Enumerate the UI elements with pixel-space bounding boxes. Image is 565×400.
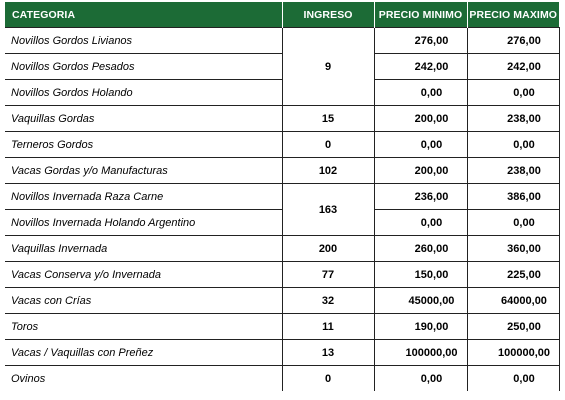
cell-precio-maximo: 238,00 <box>467 158 559 184</box>
cell-precio-maximo: 0,00 <box>467 80 559 106</box>
cell-precio-minimo: 200,00 <box>374 106 467 132</box>
cell-categoria: Vacas Conserva y/o Invernada <box>5 262 282 288</box>
cell-categoria: Novillos Gordos Holando <box>5 80 282 106</box>
cell-precio-maximo: 250,00 <box>467 314 559 340</box>
livestock-price-table-container <box>5 2 559 391</box>
cell-categoria: Ovinos <box>5 366 282 392</box>
cell-precio-minimo: 260,00 <box>374 236 467 262</box>
cell-ingreso: 163 <box>282 184 374 236</box>
cell-ingreso: 77 <box>282 262 374 288</box>
cell-precio-maximo: 0,00 <box>467 210 559 236</box>
header-ingreso: INGRESO <box>282 2 374 28</box>
cell-ingreso: 102 <box>282 158 374 184</box>
cell-categoria: Novillos Gordos Livianos <box>5 28 282 54</box>
header-precio-minimo: PRECIO MINIMO <box>374 2 467 28</box>
table-row <box>5 236 559 262</box>
table-row <box>5 158 559 184</box>
cell-precio-minimo: 0,00 <box>374 210 467 236</box>
cell-categoria: Novillos Invernada Raza Carne <box>5 184 282 210</box>
cell-ingreso: 15 <box>282 106 374 132</box>
cell-ingreso: 0 <box>282 132 374 158</box>
cell-ingreso: 200 <box>282 236 374 262</box>
cell-precio-minimo: 242,00 <box>374 54 467 80</box>
header-precio-maximo: PRECIO MAXIMO <box>467 2 559 28</box>
cell-precio-minimo: 100000,00 <box>374 340 467 366</box>
cell-categoria: Novillos Gordos Pesados <box>5 54 282 80</box>
table-row <box>5 366 559 392</box>
cell-categoria: Toros <box>5 314 282 340</box>
cell-precio-maximo: 386,00 <box>467 184 559 210</box>
cell-categoria: Vaquillas Invernada <box>5 236 282 262</box>
cell-precio-maximo: 238,00 <box>467 106 559 132</box>
cell-categoria: Novillos Invernada Holando Argentino <box>5 210 282 236</box>
cell-ingreso: 32 <box>282 288 374 314</box>
cell-precio-minimo: 0,00 <box>374 366 467 392</box>
livestock-price-table <box>5 2 560 391</box>
cell-precio-maximo: 64000,00 <box>467 288 559 314</box>
header-categoria: CATEGORIA <box>5 2 282 28</box>
cell-ingreso: 11 <box>282 314 374 340</box>
cell-precio-minimo: 190,00 <box>374 314 467 340</box>
cell-precio-maximo: 100000,00 <box>467 340 559 366</box>
cell-precio-maximo: 276,00 <box>467 28 559 54</box>
cell-precio-minimo: 0,00 <box>374 132 467 158</box>
cell-precio-minimo: 276,00 <box>374 28 467 54</box>
cell-categoria: Vacas Gordas y/o Manufacturas <box>5 158 282 184</box>
cell-ingreso: 0 <box>282 366 374 392</box>
cell-categoria: Vacas con Crías <box>5 288 282 314</box>
table-header-row <box>5 2 559 28</box>
table-row <box>5 288 559 314</box>
cell-categoria: Vaquillas Gordas <box>5 106 282 132</box>
cell-precio-minimo: 150,00 <box>374 262 467 288</box>
cell-precio-maximo: 225,00 <box>467 262 559 288</box>
cell-categoria: Vacas / Vaquillas con Preñez <box>5 340 282 366</box>
cell-precio-maximo: 0,00 <box>467 132 559 158</box>
cell-precio-maximo: 360,00 <box>467 236 559 262</box>
cell-precio-minimo: 236,00 <box>374 184 467 210</box>
cell-ingreso: 9 <box>282 28 374 106</box>
table-row <box>5 132 559 158</box>
table-row <box>5 28 559 54</box>
cell-precio-maximo: 0,00 <box>467 366 559 392</box>
cell-precio-minimo: 45000,00 <box>374 288 467 314</box>
table-row <box>5 314 559 340</box>
table-row <box>5 184 559 210</box>
table-row <box>5 340 559 366</box>
cell-precio-maximo: 242,00 <box>467 54 559 80</box>
cell-precio-minimo: 200,00 <box>374 158 467 184</box>
table-row <box>5 262 559 288</box>
cell-ingreso: 13 <box>282 340 374 366</box>
table-row <box>5 106 559 132</box>
cell-precio-minimo: 0,00 <box>374 80 467 106</box>
cell-categoria: Terneros Gordos <box>5 132 282 158</box>
